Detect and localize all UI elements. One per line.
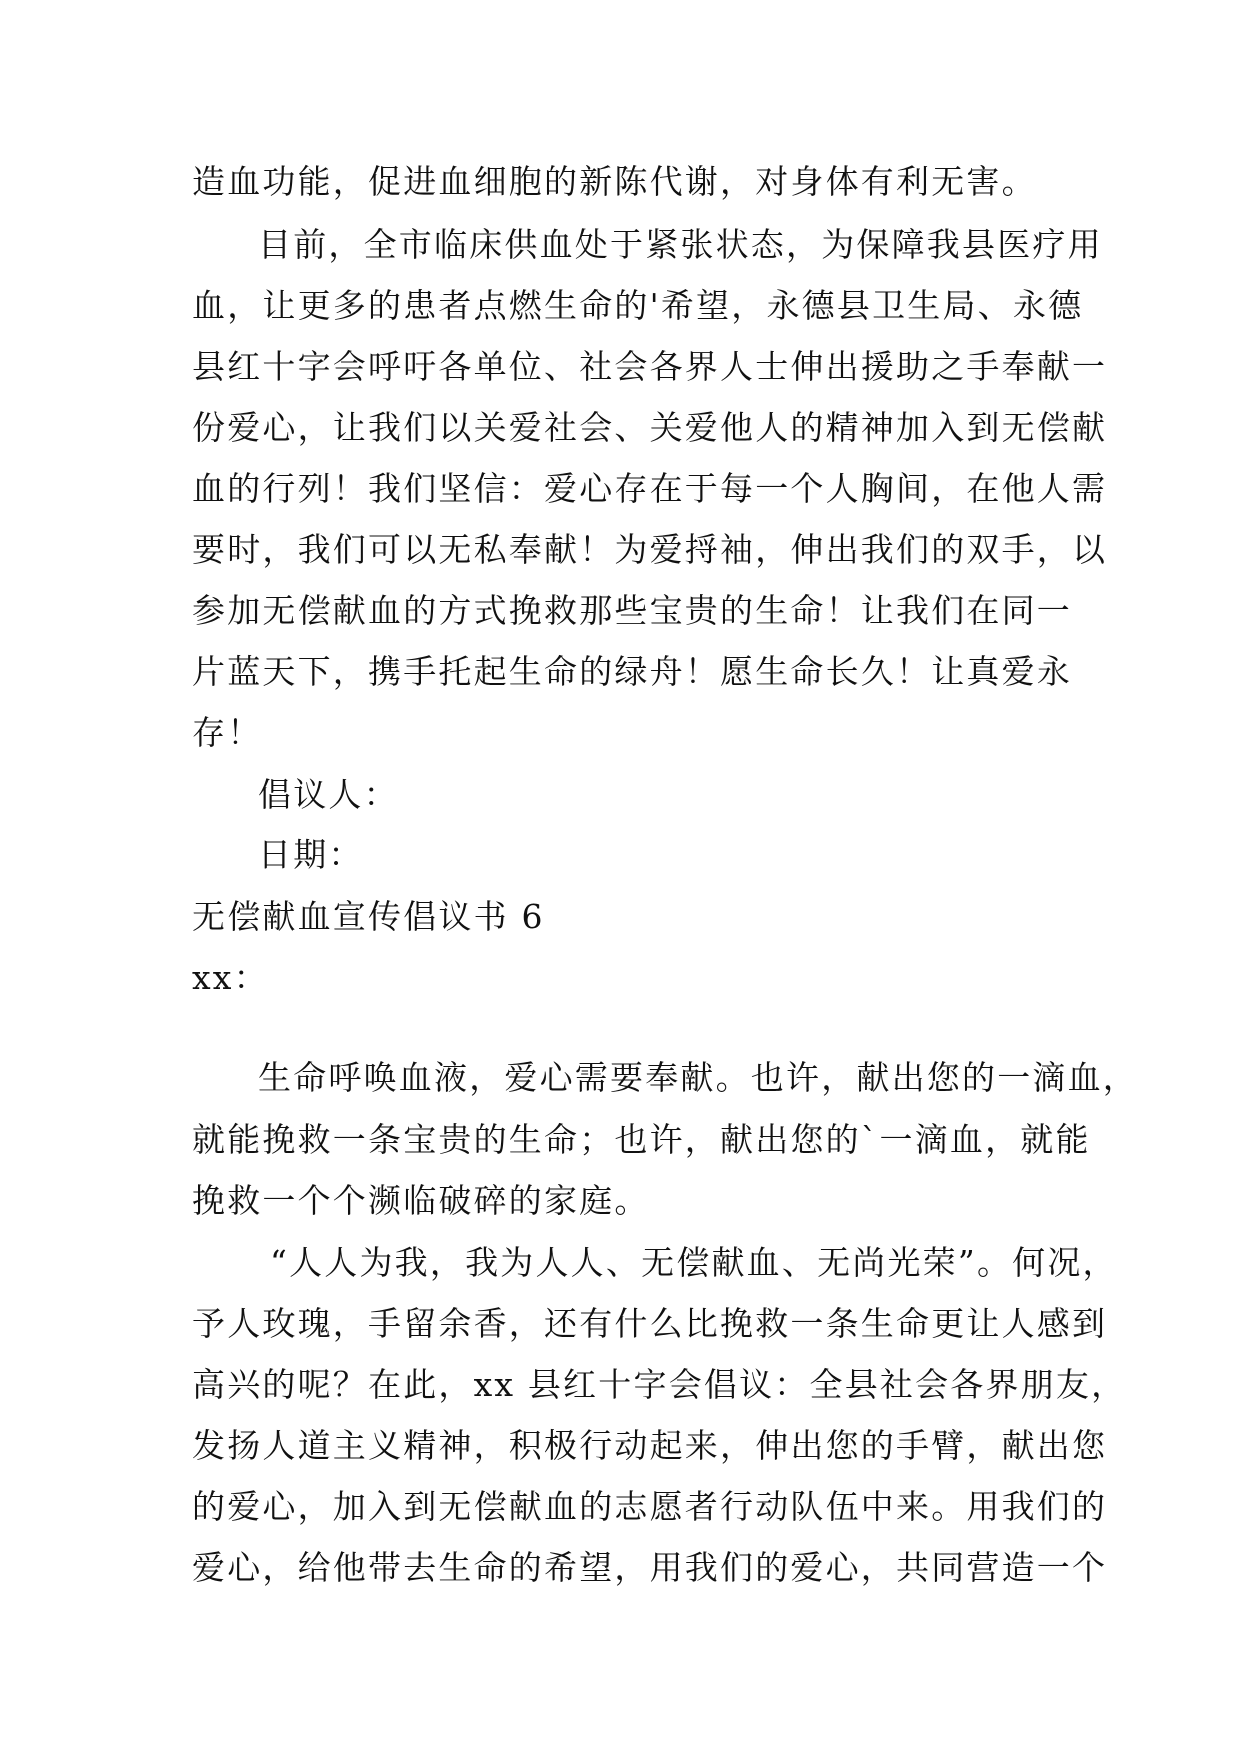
paragraph-line: 的爱心，加入到无偿献血的志愿者行动队伍中来。用我们的 — [192, 1487, 1108, 1526]
paragraph-line: 存！ — [192, 713, 263, 752]
paragraph-line: 爱心，给他带去生命的希望，用我们的爱心，共同营造一个 — [192, 1548, 1108, 1587]
paragraph-line: 发扬人道主义精神，积极行动起来，伸出您的手臂，献出您 — [192, 1426, 1108, 1465]
paragraph-line: 份爱心，让我们以关爱社会、关爱他人的精神加入到无偿献 — [192, 408, 1108, 447]
paragraph-line: 参加无偿献血的方式挽救那些宝贵的生命！让我们在同一 — [192, 591, 1072, 630]
paragraph-line: 血，让更多的患者点燃生命的'希望，永德县卫生局、永德 — [192, 286, 1084, 325]
proposer-label: 倡议人： — [258, 775, 399, 814]
paragraph-line: 予人玫瑰，手留余香，还有什么比挽救一条生命更让人感到 — [192, 1304, 1108, 1343]
paragraph-line: 要时，我们可以无私奉献！为爱捋袖，伸出我们的双手，以 — [192, 530, 1108, 569]
paragraph-line: 就能挽救一条宝贵的生命；也许，献出您的`一滴血，就能 — [192, 1120, 1091, 1159]
paragraph-line: 片蓝天下，携手托起生命的绿舟！愿生命长久！让真爱永 — [192, 652, 1072, 691]
paragraph-line: 造血功能，促进血细胞的新陈代谢，对身体有利无害。 — [192, 162, 1037, 201]
salutation: xx： — [192, 958, 269, 997]
paragraph-line: 高兴的呢？在此，xx 县红十字会倡议：全县社会各界朋友， — [192, 1365, 1127, 1404]
paragraph-line: 生命呼唤血液，爱心需要奉献。也许，献出您的一滴血， — [258, 1058, 1138, 1097]
paragraph-line: 挽救一个个濒临破碎的家庭。 — [192, 1181, 650, 1220]
date-label: 日期： — [258, 835, 364, 874]
paragraph-line: “人人为我，我为人人、无偿献血、无尚光荣”。何况， — [270, 1243, 1118, 1282]
paragraph-line: 县红十字会呼吁各单位、社会各界人士伸出援助之手奉献一 — [192, 347, 1108, 386]
paragraph-line: 血的行列！我们坚信：爱心存在于每一个人胸间，在他人需 — [192, 469, 1108, 508]
section-title: 无偿献血宣传倡议书 6 — [192, 897, 545, 936]
paragraph-line: 目前，全市临床供血处于紧张状态，为保障我县医疗用 — [258, 225, 1103, 264]
